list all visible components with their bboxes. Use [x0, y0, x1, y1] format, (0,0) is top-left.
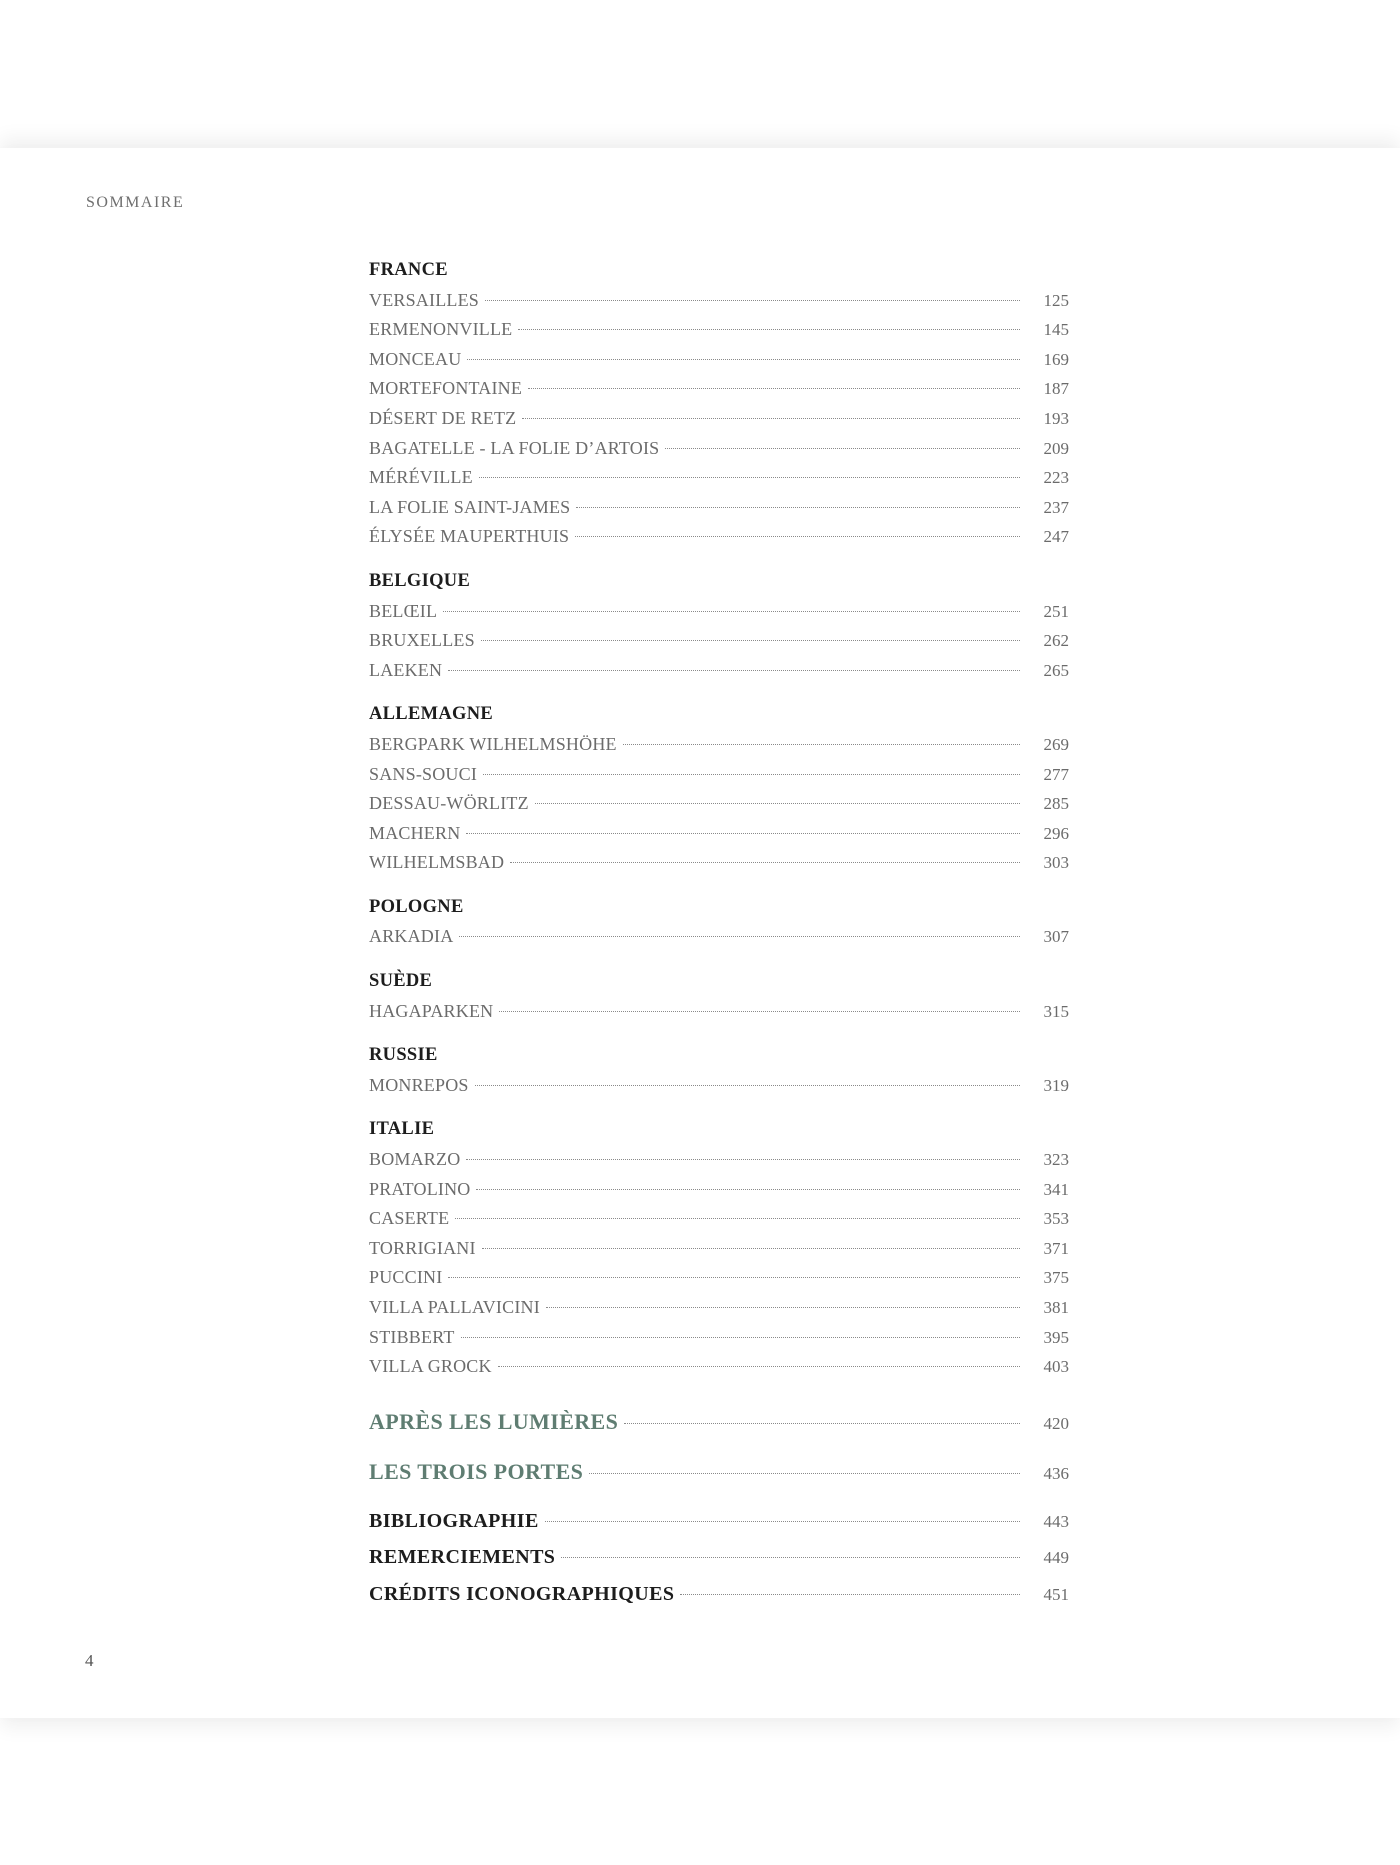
section-heading: FRANCE [369, 260, 448, 280]
toc-entry[interactable] [369, 922, 1069, 952]
toc-section [369, 700, 1069, 878]
toc-entry[interactable] [369, 1234, 1069, 1264]
table-of-contents [369, 256, 1069, 1612]
toc-entry[interactable] [369, 597, 1069, 627]
entry-page-number: 277 [1043, 764, 1069, 784]
entry-page-number: 353 [1043, 1209, 1069, 1229]
dot-leader [479, 477, 1020, 478]
toc-entry[interactable] [369, 1071, 1069, 1101]
dot-leader [482, 1248, 1020, 1249]
entry-page-number: 381 [1043, 1298, 1069, 1317]
toc-section [369, 1041, 1069, 1100]
entry-page-number: 323 [1043, 1150, 1069, 1170]
entry-title: STIBBERT [369, 1326, 455, 1347]
dot-leader [546, 1307, 1020, 1308]
toc-entry[interactable] [369, 730, 1069, 760]
entry-title: LA FOLIE SAINT-JAMES [369, 496, 571, 517]
entry-title: MÉRÉVILLE [369, 467, 473, 488]
toc-entry[interactable] [369, 1323, 1069, 1353]
entry-page-number: 125 [1043, 290, 1069, 310]
entry-title: DESSAU-WÖRLITZ [369, 793, 529, 814]
entry-title: PRATOLINO [369, 1178, 471, 1199]
back-matter-entry[interactable] [369, 1503, 1069, 1540]
dot-leader [498, 1366, 1020, 1367]
entry-page-number: 443 [1043, 1511, 1069, 1531]
dot-leader [624, 1423, 1020, 1424]
dot-leader [481, 640, 1020, 641]
dot-leader [518, 329, 1020, 330]
dot-leader [448, 670, 1020, 671]
dot-leader [589, 1473, 1020, 1474]
entry-title: ARKADIA [369, 926, 454, 947]
dot-leader [576, 507, 1020, 508]
entry-page-number: 262 [1043, 631, 1069, 651]
entry-page-number: 420 [1043, 1413, 1069, 1433]
entry-title: APRÈS LES LUMIÈRES [369, 1408, 619, 1434]
entry-page-number: 247 [1043, 527, 1069, 547]
book-page [0, 148, 1400, 1718]
entry-title: LAEKEN [369, 659, 443, 680]
section-heading: ITALIE [369, 1119, 435, 1140]
dot-leader [680, 1594, 1020, 1595]
dot-leader [623, 744, 1020, 745]
entry-page-number: 436 [1043, 1463, 1069, 1483]
entry-title: SANS-SOUCI [369, 763, 478, 784]
toc-entry[interactable] [369, 1293, 1069, 1323]
entry-title: ÉLYSÉE MAUPERTHUIS [369, 526, 570, 547]
toc-entry[interactable] [369, 760, 1069, 790]
toc-entry[interactable] [369, 1263, 1069, 1293]
entry-title: MORTEFONTAINE [369, 378, 523, 399]
toc-sections [369, 256, 1069, 1382]
entry-title: CASERTE [369, 1208, 450, 1229]
toc-entry[interactable] [369, 1145, 1069, 1175]
toc-entry[interactable] [369, 1175, 1069, 1205]
section-heading: SUÈDE [369, 971, 433, 992]
entry-page-number: 169 [1043, 349, 1069, 369]
entry-page-number: 285 [1043, 794, 1069, 814]
entry-page-number: 303 [1043, 853, 1069, 873]
dot-leader [443, 611, 1020, 612]
entry-page-number: 209 [1043, 438, 1069, 458]
entry-page-number: 145 [1043, 320, 1069, 340]
toc-entry[interactable] [369, 1352, 1069, 1382]
toc-entry[interactable] [369, 522, 1069, 552]
entry-title: TORRIGIANI [369, 1237, 476, 1258]
dot-leader [483, 774, 1020, 775]
entry-page-number: 251 [1043, 601, 1069, 621]
dot-leader [459, 936, 1020, 937]
dot-leader [455, 1218, 1020, 1219]
toc-entry[interactable] [369, 374, 1069, 404]
dot-leader [535, 803, 1020, 804]
back-matter-entry[interactable] [369, 1576, 1069, 1613]
entry-title: MONREPOS [369, 1074, 469, 1095]
entry-title: DÉSERT DE RETZ [369, 407, 517, 428]
entry-page-number: 265 [1043, 660, 1069, 680]
section-heading: RUSSIE [369, 1045, 438, 1066]
entry-page-number: 451 [1043, 1584, 1069, 1604]
entry-title: BAGATELLE - LA FOLIE D’ARTOIS [369, 437, 660, 458]
section-heading: BELGIQUE [369, 570, 471, 591]
section-heading: ALLEMAGNE [369, 704, 493, 725]
entry-title: WILHELMSBAD [369, 852, 505, 873]
entry-page-number: 375 [1043, 1268, 1069, 1288]
entry-title: BOMARZO [369, 1149, 461, 1170]
page-number: 4 [85, 1651, 94, 1670]
toc-entry[interactable] [369, 789, 1069, 819]
feature-chapters [369, 1397, 1069, 1497]
toc-entry[interactable] [369, 656, 1069, 686]
entry-title: VILLA PALLAVICINI [369, 1297, 540, 1317]
entry-title: LES TROIS PORTES [369, 1458, 584, 1484]
entry-page-number: 403 [1043, 1357, 1069, 1377]
dot-leader [561, 1557, 1020, 1558]
dot-leader [466, 1159, 1020, 1160]
toc-section [369, 893, 1069, 952]
entry-page-number: 315 [1043, 1001, 1069, 1021]
back-matter [369, 1503, 1069, 1613]
dot-leader [575, 536, 1020, 537]
entry-page-number: 223 [1043, 468, 1069, 488]
toc-entry[interactable] [369, 1204, 1069, 1234]
entry-title: BERGPARK WILHELMSHÖHE [369, 733, 617, 754]
dot-leader [466, 833, 1020, 834]
toc-entry[interactable] [369, 848, 1069, 878]
entry-title: ERMENONVILLE [369, 319, 513, 340]
entry-page-number: 395 [1043, 1327, 1069, 1347]
entry-page-number: 269 [1043, 734, 1069, 754]
toc-entry[interactable] [369, 493, 1069, 523]
entry-page-number: 307 [1043, 927, 1069, 947]
toc-section [369, 256, 1069, 552]
entry-page-number: 319 [1043, 1075, 1069, 1095]
entry-title: CRÉDITS ICONOGRAPHIQUES [369, 1582, 675, 1605]
entry-title: MONCEAU [369, 348, 462, 369]
dot-leader [485, 300, 1020, 301]
toc-section [369, 1115, 1069, 1381]
toc-entry[interactable] [369, 315, 1069, 345]
back-matter-entry[interactable] [369, 1539, 1069, 1576]
entry-title: BELŒIL [369, 600, 438, 621]
dot-leader [510, 862, 1020, 863]
entry-title: VERSAILLES [369, 289, 479, 310]
entry-title: HAGAPARKEN [369, 1000, 494, 1021]
entry-title: BIBLIOGRAPHIE [369, 1509, 539, 1532]
feature-chapter-entry[interactable] [369, 1447, 1069, 1497]
section-heading: POLOGNE [369, 896, 464, 917]
toc-section [369, 967, 1069, 1026]
dot-leader [475, 1085, 1020, 1086]
entry-title: REMERCIEMENTS [369, 1546, 556, 1569]
dot-leader [545, 1521, 1020, 1522]
toc-entry[interactable] [369, 286, 1069, 316]
toc-entry[interactable] [369, 819, 1069, 849]
toc-entry[interactable] [369, 626, 1069, 656]
dot-leader [476, 1189, 1020, 1190]
toc-entry[interactable] [369, 997, 1069, 1027]
entry-title: PUCCINI [369, 1267, 443, 1288]
toc-section [369, 567, 1069, 685]
dot-leader [499, 1011, 1020, 1012]
entry-title: MACHERN [369, 822, 461, 843]
entry-page-number: 371 [1043, 1238, 1069, 1258]
entry-page-number: 193 [1043, 408, 1069, 428]
toc-entry[interactable] [369, 463, 1069, 493]
feature-chapter-entry[interactable] [369, 1397, 1069, 1447]
entry-page-number: 187 [1043, 379, 1069, 399]
running-head: SOMMAIRE [86, 194, 185, 211]
dot-leader [448, 1277, 1020, 1278]
entry-title: VILLA GROCK [369, 1356, 492, 1377]
dot-leader [665, 448, 1020, 449]
entry-title: BRUXELLES [369, 630, 475, 651]
toc-entry[interactable] [369, 434, 1069, 464]
toc-entry[interactable] [369, 345, 1069, 375]
dot-leader [461, 1337, 1020, 1338]
entry-page-number: 449 [1043, 1548, 1069, 1568]
dot-leader [467, 359, 1020, 360]
entry-page-number: 341 [1043, 1179, 1069, 1199]
toc-entry[interactable] [369, 404, 1069, 434]
dot-leader [528, 388, 1020, 389]
entry-page-number: 237 [1043, 497, 1069, 517]
dot-leader [522, 418, 1020, 419]
entry-page-number: 296 [1043, 823, 1069, 843]
